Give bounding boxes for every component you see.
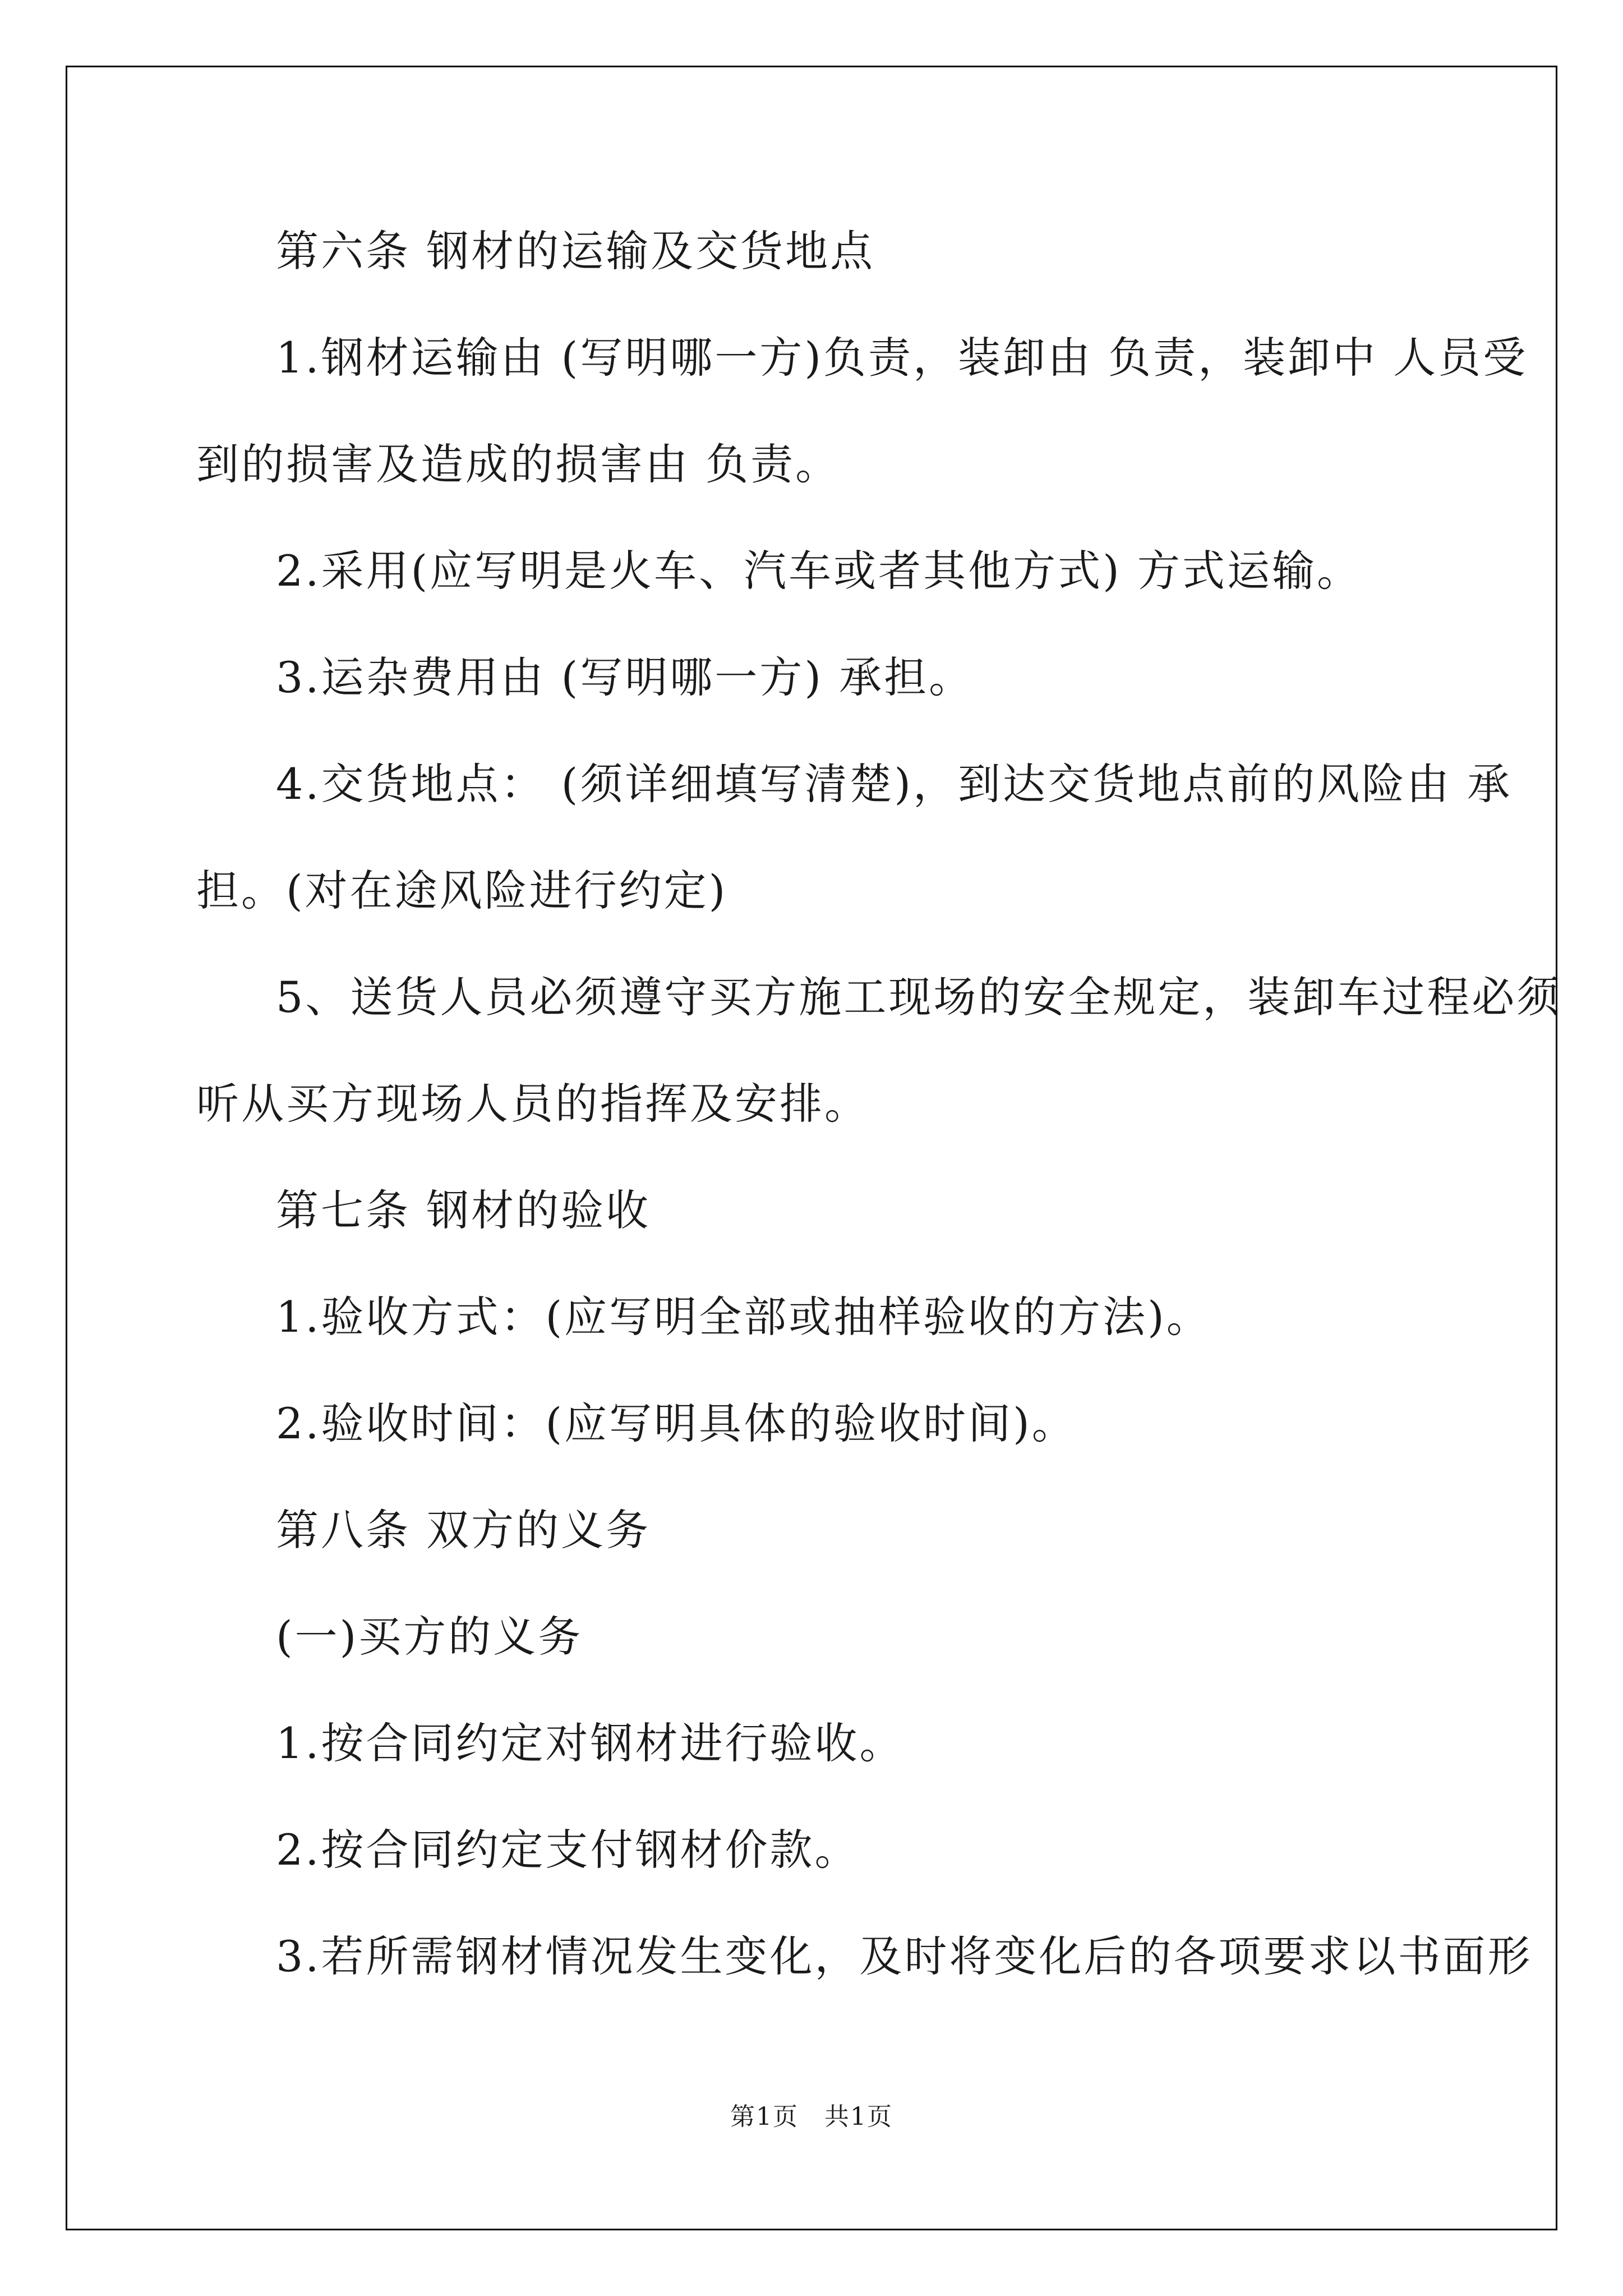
paragraph-line: 3.若所需钢材情况发生变化，及时将变化后的各项要求以书面形 (276, 1931, 1533, 1981)
article-7-heading: 第七条 钢材的验收 (276, 1185, 651, 1235)
article-8-heading: 第八条 双方的义务 (276, 1505, 651, 1555)
paragraph-line: 2.按合同约定支付钢材价款。 (276, 1825, 860, 1875)
subsection-heading: (一)买方的义务 (276, 1612, 583, 1662)
article-6-heading: 第六条 钢材的运输及交货地点 (276, 226, 875, 276)
paragraph-line: 2.采用(应写明是火车、汽车或者其他方式) 方式运输。 (276, 546, 1362, 596)
paragraph-line: 2.验收时间：(应写明具体的验收时间)。 (276, 1398, 1077, 1448)
paragraph-line: 1.按合同约定对钢材进行验收。 (276, 1718, 905, 1768)
paragraph-line: 5、送货人员必须遵守买方施工现场的安全规定，装卸车过程必须 (276, 972, 1562, 1022)
paragraph-line: 到的损害及造成的损害由 负责。 (196, 439, 841, 489)
paragraph-line: 1.钢材运输由 (写明哪一方)负责，装卸由 负责，装卸中 人员受 (276, 333, 1528, 383)
paragraph-line: 1.验收方式：(应写明全部或抽样验收的方法)。 (276, 1292, 1211, 1342)
page-footer: 第1页 共1页 (730, 2102, 893, 2131)
paragraph-line: 3.运杂费用由 (写明哪一方) 承担。 (276, 652, 974, 702)
paragraph-line: 听从买方现场人员的指挥及安排。 (196, 1079, 869, 1129)
page-border (66, 66, 1557, 2230)
paragraph-line: 4.交货地点： (须详细填写清楚)，到达交货地点前的风险由 承 (276, 759, 1513, 809)
paragraph-line: 担。(对在途风险进行约定) (196, 866, 728, 915)
